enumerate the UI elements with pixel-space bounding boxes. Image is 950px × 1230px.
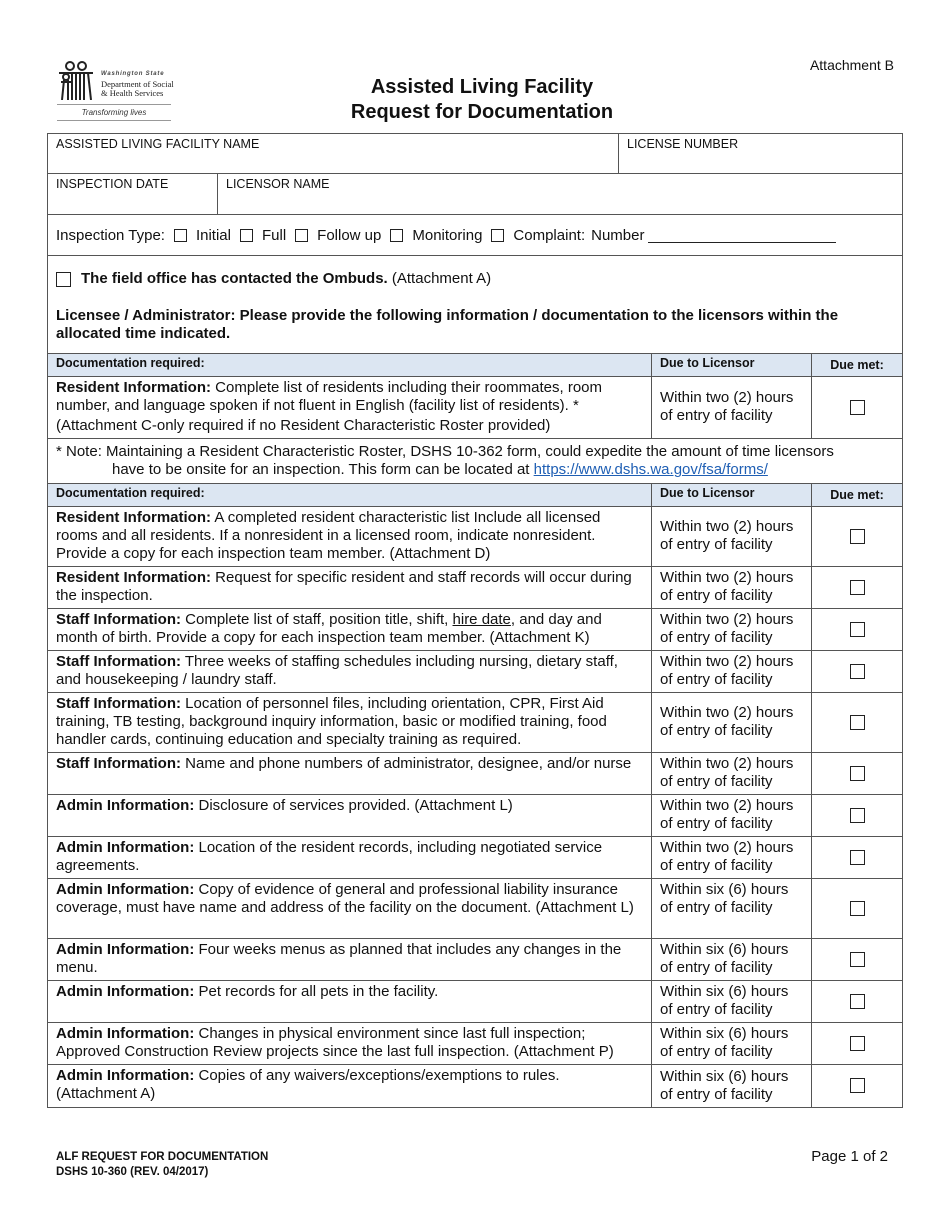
- facility-name-field[interactable]: [48, 134, 618, 173]
- footer-form-name: ALF REQUEST FOR DOCUMENTATION: [56, 1151, 269, 1163]
- category-label: Staff Information:: [56, 695, 181, 712]
- documentation-cell: [48, 507, 651, 566]
- due-met-cell: [811, 795, 902, 836]
- header-met: Due met:: [811, 484, 902, 506]
- logo-dept-line1: Department of Social: [101, 79, 174, 89]
- category-label: Admin Information:: [56, 1025, 195, 1042]
- documentation-text: Request for specific resident and staff records will occur during the inspection.: [56, 569, 632, 604]
- table-row: [48, 693, 902, 753]
- documentation-text: Four weeks menus as planned that includes any changes in the menu.: [56, 941, 622, 976]
- inspection-date-label: INSPECTION DATE: [56, 177, 169, 191]
- documentation-cell: [48, 837, 651, 878]
- licensor-name-field[interactable]: [217, 174, 902, 214]
- ombuds-statement: The field office has contacted the Ombuds.: [81, 270, 388, 287]
- footer-form-number: DSHS 10-360 (REV. 04/2017): [56, 1166, 209, 1178]
- due-met-cell: [811, 609, 902, 650]
- documentation-text: Complete list of staff, position title, shift,: [181, 611, 453, 628]
- documentation-cell: [48, 981, 651, 1022]
- documentation-cell: [48, 879, 651, 938]
- category-label: Staff Information:: [56, 653, 181, 670]
- checkbox-icon[interactable]: [390, 229, 403, 242]
- header-due: Due to Licensor: [651, 354, 811, 376]
- due-cell: Within six (6) hours of entry of facility: [651, 1065, 811, 1107]
- table-row: [48, 981, 902, 1023]
- due-cell: Within two (2) hours of entry of facility: [651, 609, 811, 650]
- due-met-cell: [811, 567, 902, 608]
- hire-date-emphasis: hire date: [452, 611, 511, 628]
- due-cell: Within two (2) hours of entry of facility: [651, 753, 811, 794]
- option-label: Monitoring: [412, 226, 483, 244]
- table-row: [48, 795, 902, 837]
- documentation-cell: [48, 939, 651, 980]
- instructions-text: Licensee / Administrator: Please provide the following information / documentation to the licensors within the allocated time indicated.: [56, 307, 839, 342]
- ombuds-attachment: (Attachment A): [387, 270, 492, 287]
- due-cell: Within six (6) hours of entry of facility: [651, 939, 811, 980]
- option-label: Complaint:: [513, 226, 586, 244]
- attachment-label: Attachment B: [809, 57, 894, 73]
- option-label: Full: [262, 226, 287, 244]
- category-label: Admin Information:: [56, 941, 195, 958]
- category-label: Admin Information:: [56, 839, 195, 856]
- header-due: Due to Licensor: [651, 484, 811, 506]
- inspection-type-monitoring[interactable]: [390, 227, 482, 244]
- forms-link[interactable]: https://www.dshs.wa.gov/fsa/forms/: [533, 461, 768, 478]
- category-label: Staff Information:: [56, 755, 181, 772]
- checkbox-icon[interactable]: [174, 229, 187, 242]
- documentation-cell: [48, 693, 651, 752]
- due-cell: Within two (2) hours of entry of facility: [651, 795, 811, 836]
- documentation-text: Name and phone numbers of administrator, designee, and/or nurse: [181, 755, 632, 772]
- option-label: Initial: [195, 226, 231, 244]
- due-met-checkbox[interactable]: [850, 766, 865, 781]
- note-line1: * Note: Maintaining a Resident Characteristic Roster, DSHS 10-362 form, could expedite the amount of time licensors: [56, 443, 834, 460]
- due-met-cell: [811, 693, 902, 752]
- due-met-cell: [811, 753, 902, 794]
- licensor-name-label: LICENSOR NAME: [226, 177, 330, 191]
- due-met-checkbox[interactable]: [850, 1078, 865, 1093]
- footer-form-info: [56, 1150, 268, 1180]
- logo-dept-line2: & Health Services: [101, 88, 164, 98]
- documentation-form: [47, 133, 903, 1108]
- documentation-text: Complete list of residents including their roommates, room number, and language spoken if not fluent in English (facility list of residents). *: [56, 379, 603, 414]
- dshs-family-icon: [57, 60, 95, 100]
- due-cell: Within six (6) hours of entry of facility: [651, 981, 811, 1022]
- table-row: [48, 609, 902, 651]
- due-met-cell: [811, 507, 902, 566]
- due-met-cell: [811, 377, 902, 438]
- complaint-number-label: Number: [591, 226, 645, 244]
- ombuds-section: [48, 256, 902, 354]
- header-documentation: Documentation required:: [56, 486, 205, 500]
- header-documentation: Documentation required:: [56, 356, 205, 370]
- documentation-text: Pet records for all pets in the facility.: [194, 983, 439, 1000]
- page-number: Page 1 of 2: [811, 1148, 888, 1165]
- logo-state: Washington State: [101, 71, 165, 77]
- table-row: [48, 1023, 902, 1065]
- documentation-cell: [48, 377, 651, 438]
- title-line2: Request for Documentation: [350, 101, 614, 123]
- table-row: [48, 879, 902, 939]
- documentation-cell: [48, 1023, 651, 1064]
- inspection-date-field[interactable]: [48, 174, 217, 214]
- documentation-text: Copy of evidence of general and professional liability insurance coverage, must have name and address of the facility on the document. (Attachment L): [56, 881, 634, 916]
- logo-department: [101, 80, 174, 98]
- table-row: [48, 651, 902, 693]
- documentation-cell: [48, 567, 651, 608]
- due-cell: Within two (2) hours of entry of facility: [651, 567, 811, 608]
- table-row: [48, 1065, 902, 1107]
- table-row: [48, 567, 902, 609]
- title-line1: Assisted Living Facility: [370, 76, 594, 98]
- header-met: Due met:: [811, 354, 902, 376]
- table-header: [48, 484, 902, 507]
- inspection-type-initial[interactable]: [174, 227, 231, 244]
- category-label: Admin Information:: [56, 881, 195, 898]
- inspection-type-row: [48, 215, 902, 256]
- facility-name-label: ASSISTED LIVING FACILITY NAME: [56, 137, 260, 151]
- due-cell: Within six (6) hours of entry of facility: [651, 1023, 811, 1064]
- roster-note: [48, 439, 902, 484]
- table-row: [48, 377, 902, 439]
- checkbox-icon[interactable]: [240, 229, 253, 242]
- license-number-label: LICENSE NUMBER: [627, 137, 739, 151]
- category-label: Admin Information:: [56, 1067, 195, 1084]
- due-met-checkbox[interactable]: [850, 901, 865, 916]
- note-line2: have to be onsite for an inspection. This form can be located at: [112, 461, 534, 478]
- checkbox-icon[interactable]: [295, 229, 308, 242]
- logo-divider: [57, 104, 171, 105]
- due-met-cell: [811, 981, 902, 1022]
- logo-tagline: Transforming lives: [81, 108, 147, 117]
- category-label: Staff Information:: [56, 611, 181, 628]
- documentation-text: , and day and month of birth. Provide a copy for each inspection team member. (Attachment K): [56, 611, 602, 646]
- documentation-text: Disclosure of services provided. (Attachment L): [194, 797, 513, 814]
- due-met-cell: [811, 879, 902, 938]
- table-row: [48, 507, 902, 567]
- category-label: Admin Information:: [56, 797, 195, 814]
- option-label: Follow up: [317, 226, 382, 244]
- due-met-cell: [811, 837, 902, 878]
- due-met-cell: [811, 1023, 902, 1064]
- table-row: [48, 939, 902, 981]
- inspection-date-row: [48, 174, 902, 215]
- table-row: [48, 753, 902, 795]
- documentation-subtext: (Attachment C-only required if no Resident Characteristic Roster provided): [56, 417, 551, 434]
- due-cell: Within two (2) hours of entry of facility: [651, 377, 811, 438]
- inspection-type-full[interactable]: [240, 227, 286, 244]
- due-met-checkbox[interactable]: [850, 808, 865, 823]
- due-cell: Within two (2) hours of entry of facility: [651, 651, 811, 692]
- inspection-type-complaint[interactable]: [491, 227, 585, 244]
- facility-row: [48, 134, 902, 174]
- dshs-logo: [55, 58, 175, 122]
- checkbox-icon[interactable]: [491, 229, 504, 242]
- documentation-text: Changes in physical environment since last full inspection; Approved Construction Review projects since the last full inspection. (Attachment P): [56, 1025, 614, 1060]
- documentation-text: Location of the resident records, including negotiated service agreements.: [56, 839, 603, 874]
- due-met-checkbox[interactable]: [850, 622, 865, 637]
- documentation-text: Location of personnel files, including orientation, CPR, First Aid training, TB testing, background inquiry information, basic or modified training, food handler cards, continuing education and specialty training as required.: [56, 695, 607, 748]
- documentation-cell: [48, 1065, 651, 1107]
- due-met-checkbox[interactable]: [850, 400, 865, 415]
- documentation-cell: [48, 651, 651, 692]
- page-title: [282, 75, 682, 125]
- due-met-checkbox[interactable]: [850, 664, 865, 679]
- due-met-checkbox[interactable]: [850, 850, 865, 865]
- complaint-number-input[interactable]: [648, 228, 836, 243]
- due-met-cell: [811, 939, 902, 980]
- documentation-text: Three weeks of staffing schedules including nursing, dietary staff, and housekeeping / laundry staff.: [56, 653, 618, 688]
- ombuds-checkbox[interactable]: [56, 272, 71, 287]
- logo-divider: [57, 120, 171, 121]
- category-label: Admin Information:: [56, 983, 195, 1000]
- inspection-type-label: Inspection Type:: [56, 226, 165, 244]
- due-met-checkbox[interactable]: [850, 1036, 865, 1051]
- documentation-text: Copies of any waivers/exceptions/exemptions to rules. (Attachment A): [56, 1067, 560, 1102]
- category-label: Resident Information:: [56, 569, 212, 586]
- due-cell: Within six (6) hours of entry of facility: [651, 879, 811, 938]
- table-row: [48, 837, 902, 879]
- due-met-cell: [811, 651, 902, 692]
- due-met-checkbox[interactable]: [850, 529, 865, 544]
- due-met-checkbox[interactable]: [850, 715, 865, 730]
- due-met-checkbox[interactable]: [850, 580, 865, 595]
- due-cell: Within two (2) hours of entry of facility: [651, 507, 811, 566]
- due-cell: Within two (2) hours of entry of facility: [651, 693, 811, 752]
- category-label: Resident Information:: [56, 509, 212, 526]
- due-cell: Within two (2) hours of entry of facility: [651, 837, 811, 878]
- license-number-field[interactable]: [618, 134, 902, 173]
- documentation-cell: [48, 753, 651, 794]
- documentation-cell: [48, 609, 651, 650]
- inspection-type-follow-up[interactable]: [295, 227, 381, 244]
- table-header: [48, 354, 902, 377]
- due-met-checkbox[interactable]: [850, 952, 865, 967]
- category-label: Resident Information:: [56, 379, 212, 396]
- documentation-text: A completed resident characteristic list Include all licensed rooms and all residents. If a nonresident in a licensed room, indicate nonresident. Provide a copy for each inspection team member. (Attachment D): [56, 509, 601, 562]
- due-met-checkbox[interactable]: [850, 994, 865, 1009]
- documentation-cell: [48, 795, 651, 836]
- due-met-cell: [811, 1065, 902, 1107]
